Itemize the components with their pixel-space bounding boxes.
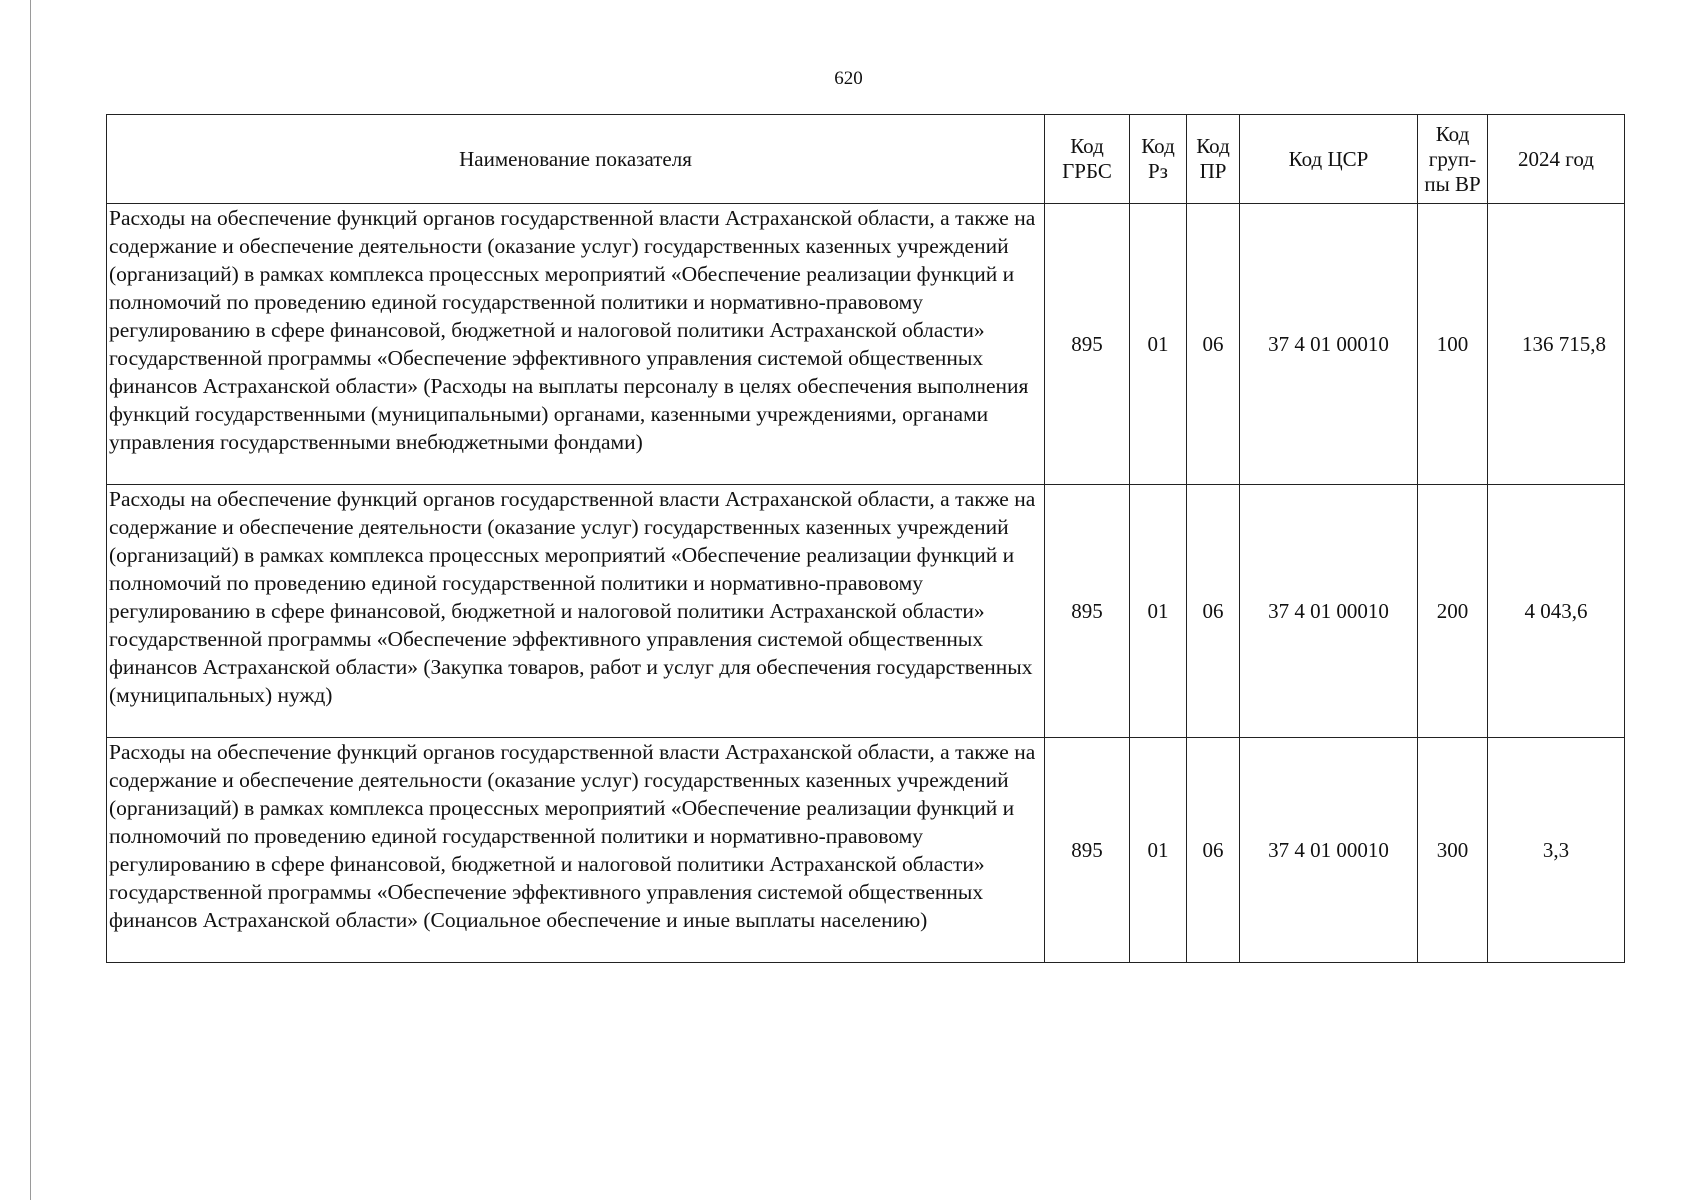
row-grbs: 895 <box>1045 738 1130 963</box>
page-number: 620 <box>834 68 863 89</box>
row-pr: 06 <box>1187 738 1240 963</box>
header-year-label: 2024 год <box>1518 146 1594 171</box>
row-csr: 37 4 01 00010 <box>1240 204 1418 485</box>
header-csr <box>1240 115 1418 204</box>
row-pr: 06 <box>1187 485 1240 738</box>
row-grbs: 895 <box>1045 485 1130 738</box>
header-year <box>1488 115 1625 204</box>
header-grbs-line2: ГРБС <box>1062 159 1112 183</box>
row-name: Расходы на обеспечение функций органов государственной власти Астраханской области, а также на содержание и обеспечение деятельности (оказание услуг) государственных казенных учреждений (организаций) в рамках комплекса процессных мероприятий «Обеспечение реализации функций и полномочий по проведению единой государственной политики и нормативно-правовому регулированию в сфере финансовой, бюджетной и налоговой политики Астраханской области» государственной программы «Обеспечение эффективного управления системой общественных финансов Астраханской области» (Социальное обеспечение и иные выплаты населению) <box>107 738 1045 963</box>
table-row <box>107 485 1625 738</box>
header-name <box>107 115 1045 204</box>
row-vr: 200 <box>1418 485 1488 738</box>
row-name: Расходы на обеспечение функций органов государственной власти Астраханской области, а также на содержание и обеспечение деятельности (оказание услуг) государственных казенных учреждений (организаций) в рамках комплекса процессных мероприятий «Обеспечение реализации функций и полномочий по проведению единой государственной политики и нормативно-правовому регулированию в сфере финансовой, бюджетной и налоговой политики Астраханской области» государственной программы «Обеспечение эффективного управления системой общественных финансов Астраханской области» (Расходы на выплаты персоналу в целях обеспечения выполнения функций государственными (муниципальными) органами, казенными учреждениями, органами управления государственными внебюджетными фондами) <box>107 204 1045 485</box>
table-row <box>107 738 1625 963</box>
header-grbs-line1: Код <box>1070 134 1104 158</box>
row-rz: 01 <box>1130 485 1187 738</box>
header-csr-label: Код ЦСР <box>1288 146 1369 171</box>
row-vr: 300 <box>1418 738 1488 963</box>
header-vr <box>1418 115 1488 204</box>
row-rz: 01 <box>1130 204 1187 485</box>
header-vr-line3: пы ВР <box>1424 171 1481 196</box>
row-name: Расходы на обеспечение функций органов государственной власти Астраханской области, а также на содержание и обеспечение деятельности (оказание услуг) государственных казенных учреждений (организаций) в рамках комплекса процессных мероприятий «Обеспечение реализации функций и полномочий по проведению единой государственной политики и нормативно-правовому регулированию в сфере финансовой, бюджетной и налоговой политики Астраханской области» государственной программы «Обеспечение эффективного управления системой общественных финансов Астраханской области» (Закупка товаров, работ и услуг для обеспечения государственных (муниципальных) нужд) <box>107 485 1045 738</box>
header-vr-line1: Код <box>1435 121 1470 146</box>
scan-margin-line <box>30 0 31 1200</box>
header-rz-line2: Рз <box>1148 159 1168 183</box>
row-amount: 3,3 <box>1488 738 1625 963</box>
header-grbs <box>1045 115 1130 204</box>
header-pr-line1: Код <box>1196 134 1230 158</box>
header-pr-line2: ПР <box>1199 159 1227 183</box>
budget-table <box>106 114 1625 963</box>
table-header-row <box>107 115 1625 204</box>
header-rz <box>1130 115 1187 204</box>
row-csr: 37 4 01 00010 <box>1240 485 1418 738</box>
row-amount: 4 043,6 <box>1488 485 1625 738</box>
row-grbs: 895 <box>1045 204 1130 485</box>
row-pr: 06 <box>1187 204 1240 485</box>
header-pr <box>1187 115 1240 204</box>
row-rz: 01 <box>1130 738 1187 963</box>
header-rz-line1: Код <box>1141 134 1175 158</box>
row-amount: 136 715,8 <box>1488 204 1625 485</box>
row-csr: 37 4 01 00010 <box>1240 738 1418 963</box>
table-row <box>107 204 1625 485</box>
header-vr-line2: груп- <box>1428 146 1477 171</box>
header-name-label: Наименование показателя <box>459 146 692 171</box>
row-vr: 100 <box>1418 204 1488 485</box>
